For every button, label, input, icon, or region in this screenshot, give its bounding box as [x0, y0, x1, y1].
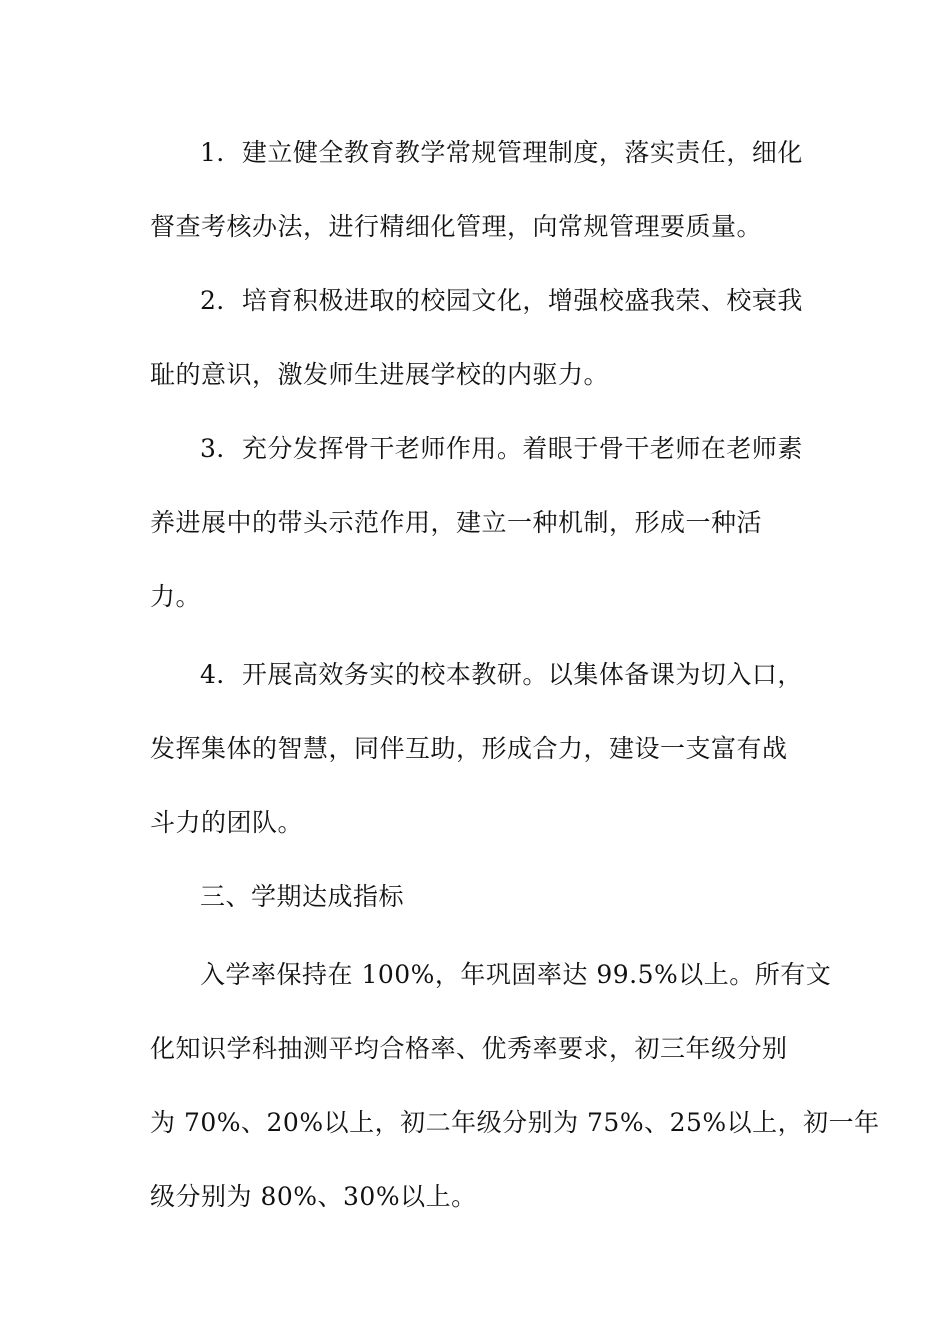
paragraph-5-line-4: 级分别为 80%、30%以上。 — [150, 1182, 477, 1211]
paragraph-3-line-1: 3．充分发挥骨干老师作用。着眼于骨干老师在老师素 — [200, 434, 803, 463]
paragraph-5-line-1: 入学率保持在 100%，年巩固率达 99.5%以上。所有文 — [200, 960, 832, 989]
paragraph-2-line-1: 2．培育积极进取的校园文化，增强校盛我荣、校衰我 — [200, 286, 803, 315]
paragraph-1-line-1: 1．建立健全教育教学常规管理制度，落实责任，细化 — [200, 138, 803, 167]
paragraph-2-line-2: 耻的意识，激发师生进展学校的内驱力。 — [150, 360, 610, 389]
paragraph-5-line-3: 为 70%、20%以上，初二年级分别为 75%、25%以上，初一年 — [150, 1108, 880, 1137]
paragraph-3-line-2: 养进展中的带头示范作用，建立一种机制，形成一种活 — [150, 508, 763, 537]
paragraph-3-line-3: 力。 — [150, 582, 202, 611]
section-heading: 三、学期达成指标 — [200, 882, 405, 911]
paragraph-4-line-1: 4．开展高效务实的校本教研。以集体备课为切入口， — [200, 660, 803, 689]
paragraph-5-line-2: 化知识学科抽测平均合格率、优秀率要求，初三年级分别 — [150, 1034, 788, 1063]
paragraph-4-line-3: 斗力的团队。 — [150, 808, 304, 837]
paragraph-4-line-2: 发挥集体的智慧，同伴互助，形成合力，建设一支富有战 — [150, 734, 788, 763]
paragraph-1-line-2: 督查考核办法，进行精细化管理，向常规管理要质量。 — [150, 212, 763, 241]
